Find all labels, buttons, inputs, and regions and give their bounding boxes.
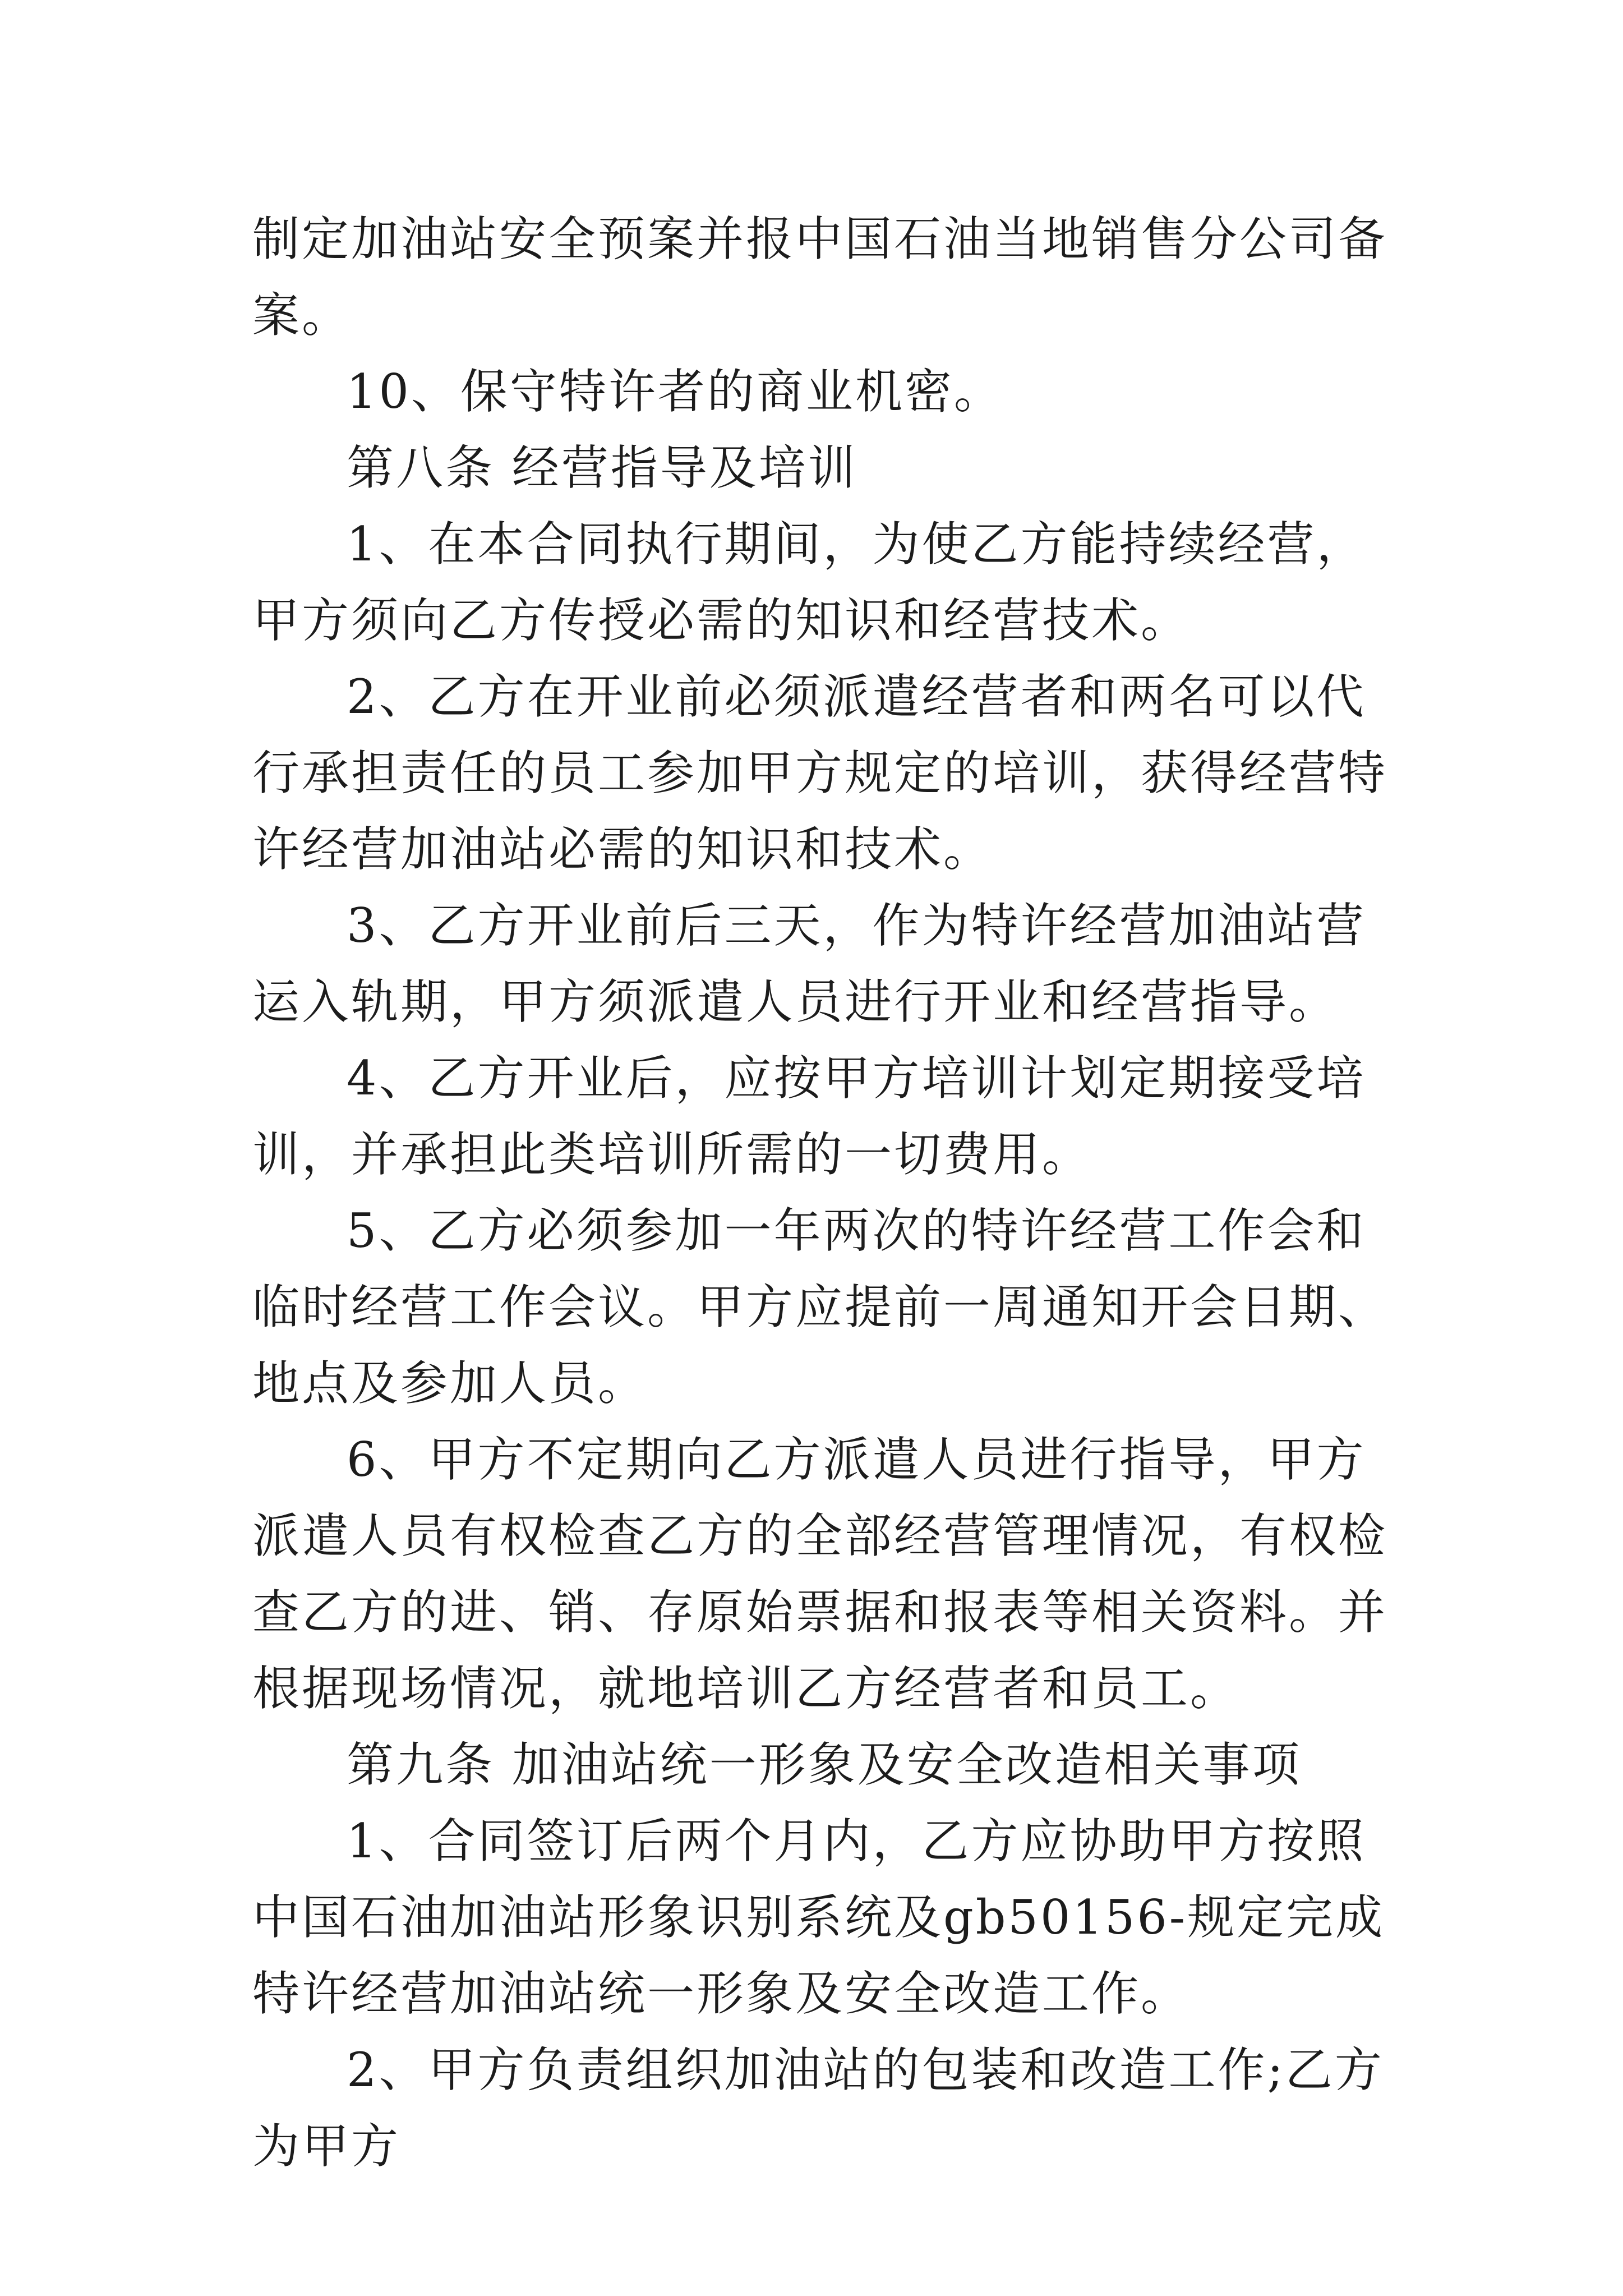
article-9-item-1: 1、合同签订后两个月内，乙方应协助甲方按照中国石油加油站形象识别系统及gb50156-规定完成特许经营加油站统一形象及安全改造工作。 bbox=[252, 1814, 1385, 2021]
article-8-item-2: 2、乙方在开业前必须派遣经营者和两名可以代行承担责任的员工参加甲方规定的培训，获得经营特许经营加油站必需的知识和技术。 bbox=[252, 669, 1388, 877]
paragraph-continuation: 制定加油站安全预案并报中国石油当地销售分公司备案。 bbox=[252, 211, 1388, 343]
contract-body bbox=[252, 201, 1391, 2184]
paragraph-item-10: 10、保守特许者的商业机密。 bbox=[347, 364, 1003, 419]
article-8-item-5: 5、乙方必须参加一年两次的特许经营工作会和临时经营工作会议。甲方应提前一周通知开会日期、地点及参加人员。 bbox=[252, 1203, 1388, 1411]
article-8-item-6: 6、甲方不定期向乙方派遣人员进行指导，甲方派遣人员有权检查乙方的全部经营管理情况，有权检查乙方的进、销、存原始票据和报表等相关资料。并根据现场情况，就地培训乙方经营者和员工。 bbox=[252, 1432, 1388, 1716]
article-8-item-1: 1、在本合同执行期间，为使乙方能持续经营，甲方须向乙方传授必需的知识和经营技术。 bbox=[252, 517, 1366, 648]
article-8-heading: 第八条 经营指导及培训 bbox=[347, 440, 857, 495]
article-9-item-2: 2、甲方负责组织加油站的包装和改造工作;乙方为甲方 bbox=[252, 2042, 1384, 2174]
article-8-item-4: 4、乙方开业后，应按甲方培训计划定期接受培训，并承担此类培训所需的一切费用。 bbox=[252, 1051, 1366, 1182]
article-8-item-3: 3、乙方开业前后三天，作为特许经营加油站营运入轨期，甲方须派遣人员进行开业和经营指导。 bbox=[252, 898, 1366, 1029]
article-9-heading: 第九条 加油站统一形象及安全改造相关事项 bbox=[347, 1737, 1302, 1792]
